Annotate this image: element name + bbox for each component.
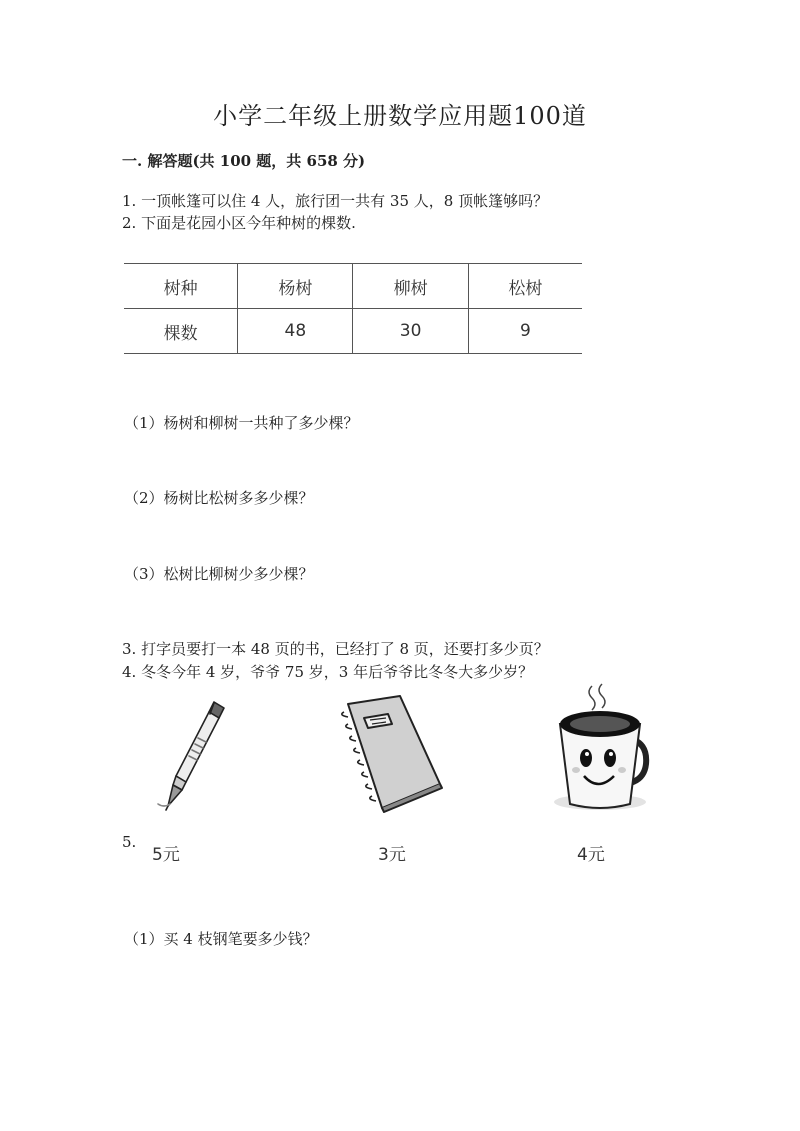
- table-cell: 杨树: [238, 264, 353, 309]
- notebook-price: 3元: [378, 845, 406, 865]
- table-cell: 棵数: [124, 309, 238, 354]
- table-row: [124, 264, 582, 309]
- page-title: 小学二年级上册数学应用题100道: [213, 102, 587, 130]
- question-2-sub-3: （3）松树比柳树少多少棵？: [124, 565, 314, 583]
- question-3: 3. 打字员要打一本 48 页的书，已经打了 8 页，还要打多少页？: [122, 640, 549, 658]
- question-2: 2. 下面是花园小区今年种树的棵数.: [122, 214, 356, 232]
- table-cell: 松树: [468, 264, 582, 309]
- question-5-number: 5.: [122, 833, 137, 851]
- pen-icon: [148, 698, 238, 816]
- section-heading: 一. 解答题(共 100 题，共 658 分): [122, 152, 366, 170]
- table-cell: 48: [238, 309, 353, 354]
- question-5-sub-1: （1）买 4 枝钢笔要多少钱？: [124, 930, 318, 948]
- table-cell: 树种: [124, 264, 238, 309]
- question-2-sub-1: （1）杨树和柳树一共种了多少棵？: [124, 414, 359, 432]
- tree-count-table: [124, 263, 582, 354]
- mug-price: 4元: [577, 845, 605, 865]
- table-cell: 9: [468, 309, 582, 354]
- table-cell: 柳树: [353, 264, 468, 309]
- question-1: 1. 一顶帐篷可以住 4 人，旅行团一共有 35 人，8 顶帐篷够吗？: [122, 192, 549, 210]
- question-4: 4. 冬冬今年 4 岁，爷爷 75 岁，3 年后爷爷比冬冬大多少岁？: [122, 663, 534, 681]
- notebook-icon: [336, 694, 448, 816]
- mug-icon: [546, 682, 654, 818]
- question-2-sub-2: （2）杨树比松树多多少棵？: [124, 489, 314, 507]
- table-row: [124, 309, 582, 354]
- pen-price: 5元: [152, 845, 180, 865]
- table-cell: 30: [353, 309, 468, 354]
